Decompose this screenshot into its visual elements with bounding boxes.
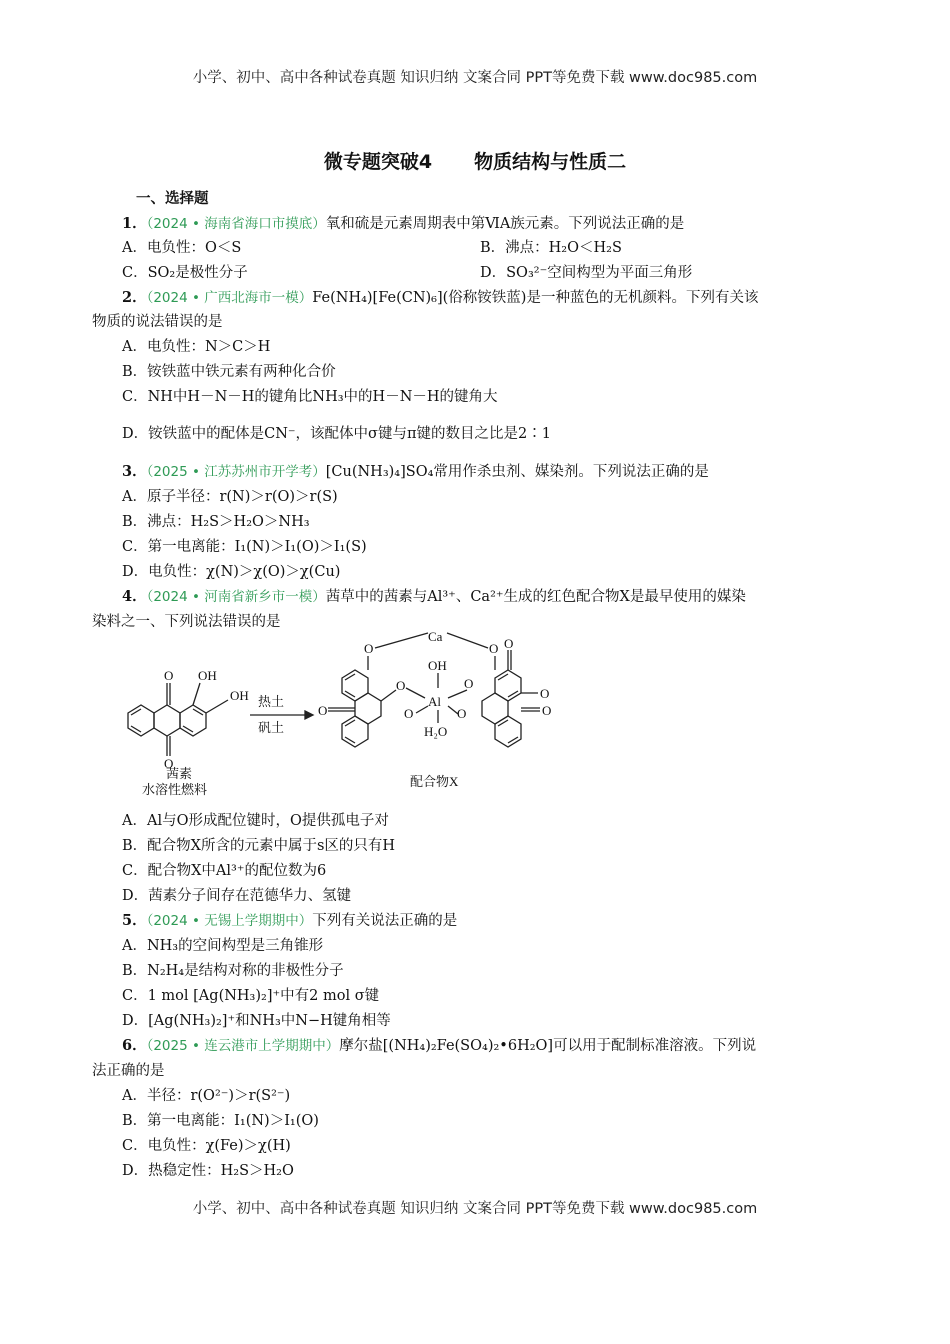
page-title <box>0 147 950 174</box>
option: C．配合物X中Al³⁺的配位数为6 <box>122 863 327 879</box>
question-stem: [Cu(NH₃)₄]SO₄常用作杀虫剂、媒染剂。下列说法正确的是 <box>325 464 709 480</box>
question-5 <box>122 912 457 930</box>
question-number: 3． <box>122 463 147 480</box>
page-header: 小学、初中、高中各种试卷真题 知识归纳 文案合同 PPT等免费下载 www.doc985.com <box>192 70 758 86</box>
option: D．电负性：χ(N)＞χ(O)＞χ(Cu) <box>122 564 341 580</box>
question-number: 6． <box>122 1037 147 1054</box>
option: A．电负性：N＞C＞H <box>122 339 271 355</box>
option: B．沸点：H₂O＜H₂S <box>480 240 622 256</box>
option: B．N₂H₄是结构对称的非极性分子 <box>122 963 344 979</box>
atom-label: Ca <box>428 629 443 644</box>
atom-label: O <box>404 706 414 721</box>
atom-label: O <box>396 678 406 693</box>
question-3 <box>122 463 709 481</box>
question-number: 1． <box>122 215 147 232</box>
question-stem: 茜草中的茜素与Al³⁺、Ca²⁺生成的红色配合物X是最早使用的媒染 <box>325 589 746 605</box>
question-stem: 摩尔盐[(NH₄)₂Fe(SO₄)₂•6H₂O]可以用于配制标准溶液。下列说 <box>339 1038 757 1054</box>
question-1 <box>122 215 684 233</box>
question-source: （2024 • 广西北海市一模） <box>146 290 313 306</box>
option: A．电负性：O＜S <box>122 240 242 256</box>
question-stem-continued: 染料之一、下列说法错误的是 <box>92 614 281 630</box>
atom-label: O <box>318 703 328 718</box>
atom-label: OH <box>428 658 447 673</box>
reactant-name: 茜素 <box>166 766 193 781</box>
atom-label: O <box>542 703 552 718</box>
question-4 <box>122 588 746 606</box>
option: A．半径：r(O²⁻)＞r(S²⁻) <box>122 1088 291 1104</box>
question-stem-continued: 物质的说法错误的是 <box>92 314 223 330</box>
option: C．NH中H－N－H的键角比NH₃中的H－N－H的键角大 <box>122 389 498 405</box>
question-source: （2024 • 无锡上学期期中） <box>146 913 313 929</box>
question-stem-continued: 法正确的是 <box>92 1063 165 1079</box>
option: C．电负性：χ(Fe)＞χ(H) <box>122 1138 291 1154</box>
option: D．SO₃²⁻空间构型为平面三角形 <box>480 265 693 281</box>
atom-label: O <box>504 636 514 651</box>
option: D．铵铁蓝中的配体是CN⁻，该配体中σ键与π键的数目之比是2∶1 <box>122 426 551 442</box>
question-stem: 氧和硫是元素周期表中第ⅥA族元素。下列说法正确的是 <box>325 216 685 232</box>
page-footer: 小学、初中、高中各种试卷真题 知识归纳 文案合同 PPT等免费下载 www.doc985.com <box>192 1201 758 1217</box>
question-number: 2． <box>122 289 147 306</box>
option: C．SO₂是极性分子 <box>122 265 248 281</box>
option: B．第一电离能：I₁(N)＞I₁(O) <box>122 1113 319 1129</box>
product-name: 配合物X <box>410 774 459 789</box>
option: D．茜素分子间存在范德华力、氢键 <box>122 888 352 904</box>
atom-label: O <box>540 686 550 701</box>
option: A．NH₃的空间构型是三角锥形 <box>122 938 324 954</box>
question-source: （2025 • 连云港市上学期期中） <box>146 1038 340 1054</box>
atom-label: O <box>464 676 474 691</box>
reaction-figure <box>110 628 580 803</box>
question-number: 5． <box>122 912 147 929</box>
arrow-label-bottom: 矾土 <box>258 720 285 735</box>
option: B．配合物X所含的元素中属于s区的只有H <box>122 838 396 854</box>
option: A．Al与O形成配位键时，O提供孤电子对 <box>122 813 389 829</box>
atom-label: O <box>164 668 174 683</box>
option: C．第一电离能：I₁(N)＞I₁(O)＞I₁(S) <box>122 539 367 555</box>
question-stem: Fe(NH₄)[Fe(CN)₆](俗称铵铁蓝)是一种蓝色的无机颜料。下列有关该 <box>312 290 759 306</box>
question-source: （2025 • 江苏苏州市开学考） <box>146 464 326 480</box>
atom-label: H₂O <box>424 724 448 739</box>
option: D．[Ag(NH₃)₂]⁺和NH₃中N−H键角相等 <box>122 1013 391 1029</box>
title-part1: 微专题突破4 <box>323 151 433 173</box>
atom-label: O <box>364 641 374 656</box>
question-number: 4． <box>122 588 147 605</box>
question-source: （2024 • 海南省海口市摸底） <box>146 216 326 232</box>
question-2 <box>122 289 758 307</box>
section-heading: 一、选择题 <box>136 191 209 207</box>
option: B．铵铁蓝中铁元素有两种化合价 <box>122 364 336 380</box>
question-stem: 下列有关说法正确的是 <box>312 913 458 929</box>
option: D．热稳定性：H₂S＞H₂O <box>122 1163 294 1179</box>
arrow-label-top: 热土 <box>258 694 285 709</box>
atom-label: O <box>489 641 499 656</box>
option: A．原子半径：r(N)＞r(O)＞r(S) <box>122 489 338 505</box>
atom-label: OH <box>230 688 249 703</box>
atom-label: OH <box>198 668 217 683</box>
question-source: （2024 • 河南省新乡市一模） <box>146 589 326 605</box>
reactant-desc: 水溶性燃料 <box>142 782 208 797</box>
atom-label: O <box>457 706 467 721</box>
atom-label: O <box>164 756 174 771</box>
atom-label: Al <box>428 694 441 709</box>
question-6 <box>122 1037 756 1055</box>
option: B．沸点：H₂S＞H₂O＞NH₃ <box>122 514 310 530</box>
option: C．1 mol [Ag(NH₃)₂]⁺中有2 mol σ键 <box>122 988 380 1004</box>
title-part2: 物质结构与性质二 <box>474 151 627 173</box>
